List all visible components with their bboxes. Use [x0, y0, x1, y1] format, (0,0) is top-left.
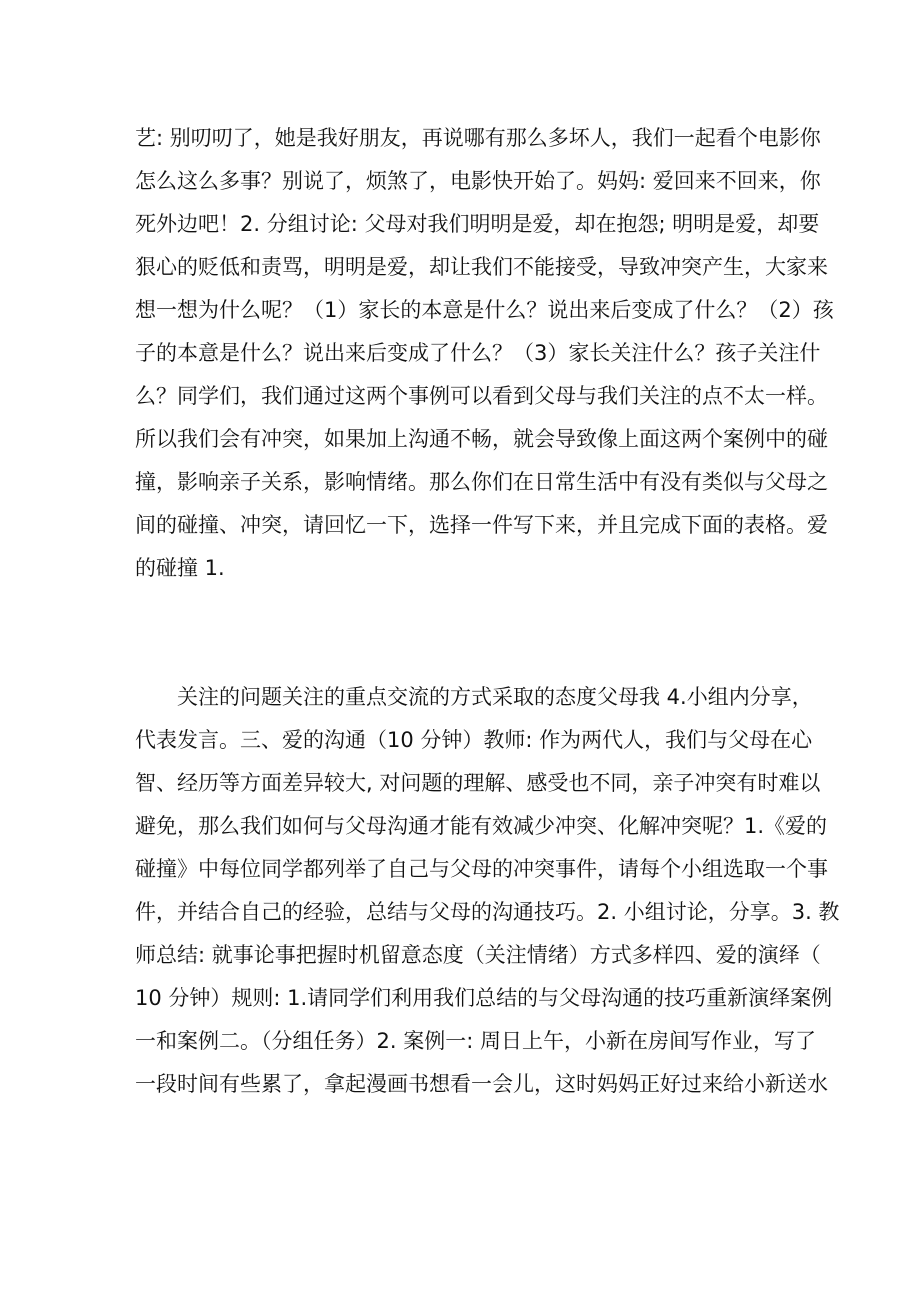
- text-line: 件，并结合自己的经验，总结与父母的沟通技巧。2. 小组讨论，分享。3. 教: [135, 900, 840, 924]
- text-line: 一和案例二。（分组任务）2. 案例一: 周日上午，小新在房间写作业，写了: [135, 1029, 816, 1053]
- text-line: 死外边吧！2. 分组讨论: 父母对我们明明是爱，却在抱怨; 明明是爱，却要: [135, 212, 820, 236]
- text-line: 避免，那么我们如何与父母沟通才能有效减少冲突、化解冲突呢？1.《爱的: [135, 814, 828, 838]
- text-line: 10 分钟）规则: 1.请同学们利用我们总结的与父母沟通的技巧重新演绎案例: [135, 986, 833, 1010]
- text-line: 子的本意是什么？说出来后变成了什么？（3）家长关注什么？孩子关注什: [135, 341, 821, 365]
- text-line: 一段时间有些累了，拿起漫画书想看一会儿，这时妈妈正好过来给小新送水: [135, 1072, 828, 1096]
- text-line: 所以我们会有冲突，如果加上沟通不畅，就会导致像上面这两个案例中的碰: [135, 427, 828, 451]
- text-line: 关注的问题关注的重点交流的方式采取的态度父母我 4.小组内分享，: [177, 685, 813, 709]
- text-line: 智、经历等方面差异较大, 对问题的理解、感受也不同，亲子冲突有时难以: [135, 771, 821, 795]
- paragraph-1: [135, 117, 834, 590]
- text-line: 师总结: 就事论事把握时机留意态度（关注情绪）方式多样四、爱的演绎（: [135, 943, 821, 967]
- text-line: 怎么这么多事？别说了，烦煞了，电影快开始了。妈妈: 爱回来不回来，你: [135, 169, 821, 193]
- text-line: 间的碰撞、冲突，请回忆一下，选择一件写下来，并且完成下面的表格。爱: [135, 513, 828, 537]
- text-line: 艺: 别叨叨了，她是我好朋友，再说哪有那么多坏人，我们一起看个电影你: [135, 126, 821, 150]
- text-line: 撞，影响亲子关系，影响情绪。那么你们在日常生活中有没有类似与父母之: [135, 470, 828, 494]
- text-line: 碰撞》中每位同学都列举了自己与父母的冲突事件，请每个小组选取一个事: [135, 857, 828, 881]
- text-line: 代表发言。三、爱的沟通（10 分钟）教师: 作为两代人，我们与父母在心: [135, 728, 813, 752]
- text-line: 想一想为什么呢？（1）家长的本意是什么？说出来后变成了什么？（2）孩: [135, 298, 834, 322]
- text-line: 么？同学们，我们通过这两个事例可以看到父母与我们关注的点不太一样。: [135, 384, 828, 408]
- text-line: 狠心的贬低和责骂，明明是爱，却让我们不能接受，导致冲突产生，大家来: [135, 255, 828, 279]
- text-line: 的碰撞 1.: [135, 556, 225, 580]
- paragraph-2: [135, 676, 840, 1106]
